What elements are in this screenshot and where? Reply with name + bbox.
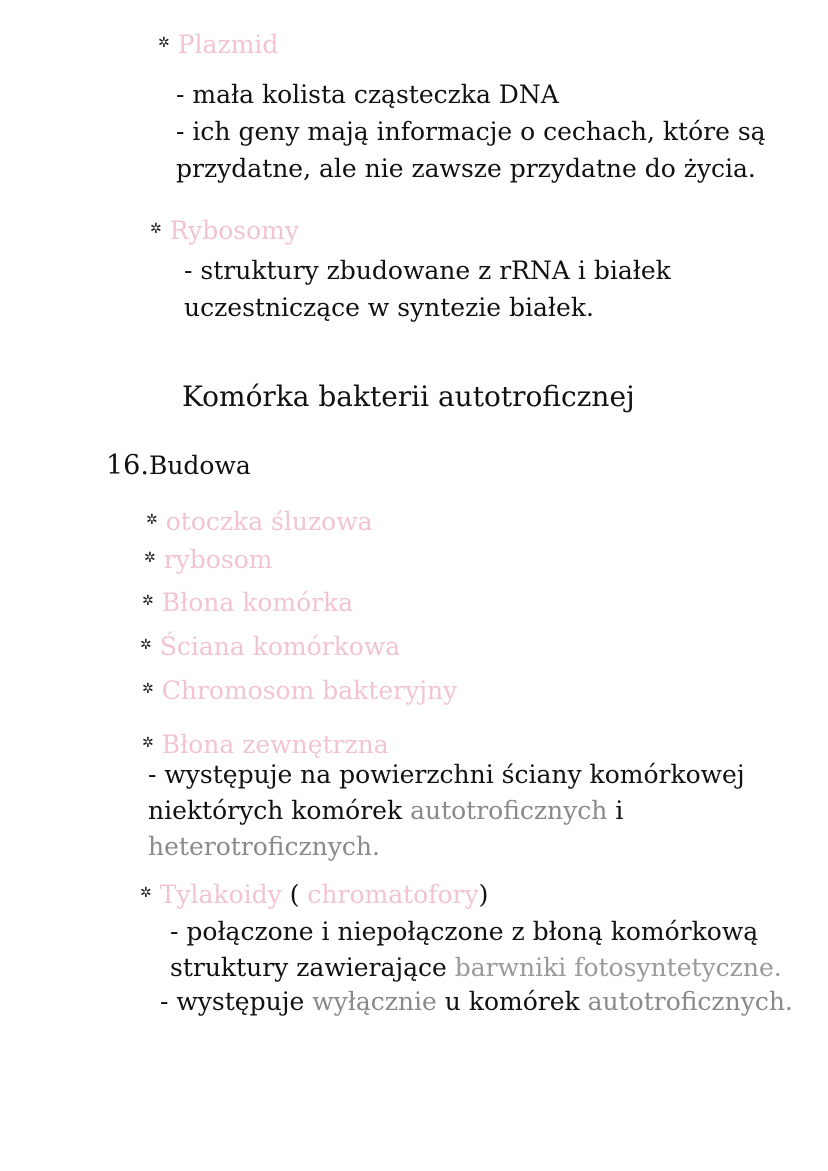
asterisk-bullet-icon: ✲ [142,593,154,609]
rybosomy-line-1: - struktury zbudowane z rRNA i białek [184,256,671,285]
plazmid-line-1: - mała kolista cząsteczka DNA [176,80,559,109]
list-item: ✲ Ściana komórkowa [140,632,401,661]
asterisk-bullet-icon: ✲ [140,637,152,653]
asterisk-bullet-icon: ✲ [142,735,154,751]
term-blona-zewnetrzna: ✲ Błona zewnętrzna [142,730,389,759]
list-item: ✲ Błona komórka [142,588,354,617]
blona-line-3: heterotroficznych. [148,832,380,861]
section-title: Komórka bakterii autotroficznej [182,380,635,413]
term-rybosomy: ✲ Rybosomy [150,216,300,245]
tylakoidy-line-1: - połączone i niepołączone z błoną komórkową [170,917,759,946]
asterisk-bullet-icon: ✲ [158,35,170,51]
term-tylakoidy: ✲ Tylakoidy ( chromatofory) [140,880,489,909]
term-plazmid: ✲ Plazmid [158,30,279,59]
list-item: ✲ Chromosom bakteryjny [142,676,458,705]
list-item: ✲ otoczka śluzowa [146,507,373,536]
asterisk-bullet-icon: ✲ [140,885,152,901]
list-item: ✲ rybosom [144,545,273,574]
section-heading: Budowa [148,451,251,480]
plazmid-line-3: przydatne, ale nie zawsze przydatne do życia. [176,154,756,183]
asterisk-bullet-icon: ✲ [146,512,158,528]
asterisk-bullet-icon: ✲ [144,550,156,566]
asterisk-bullet-icon: ✲ [150,221,162,237]
rybosomy-line-2: uczestniczące w syntezie białek. [184,293,594,322]
asterisk-bullet-icon: ✲ [142,681,154,697]
blona-line-1: - występuje na powierzchni ściany komórkowej [148,760,745,789]
section-number: 16. [106,450,149,481]
tylakoidy-line-3: - występuje wyłącznie u komórek autotroficznych. [160,987,793,1016]
tylakoidy-line-2: struktury zawierające barwniki fotosyntetyczne. [170,953,782,982]
blona-line-2: niektórych komórek autotroficznych i [148,796,624,825]
budowa-heading [106,450,251,481]
plazmid-line-2: - ich geny mają informacje o cechach, które są [176,117,766,146]
